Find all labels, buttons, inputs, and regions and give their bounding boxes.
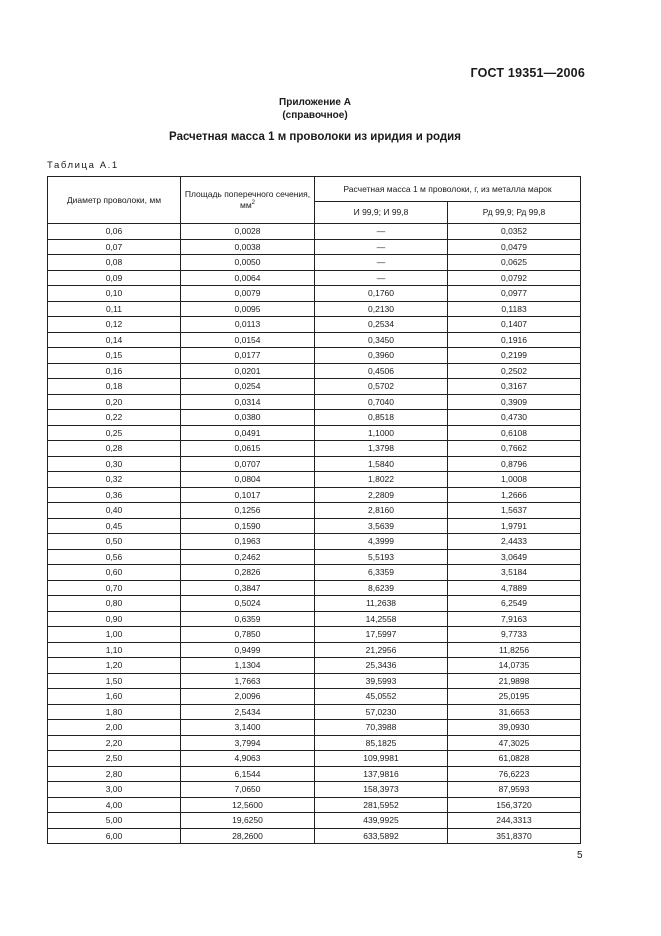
document-code: ГОСТ 19351—2006 [470, 66, 585, 80]
cell-diameter: 5,00 [48, 813, 181, 829]
table-row [48, 286, 581, 302]
table-row [48, 441, 581, 457]
cell-mass-rhodium: 0,3909 [448, 394, 581, 410]
table-row [48, 658, 581, 674]
header-iridium: И 99,9; И 99,8 [315, 202, 448, 224]
cell-mass-rhodium: 0,0792 [448, 270, 581, 286]
cell-area: 1,7663 [181, 673, 315, 689]
cell-diameter: 1,10 [48, 642, 181, 658]
cell-mass-iridium: 1,8022 [315, 472, 448, 488]
cell-area: 0,0154 [181, 332, 315, 348]
cell-area: 0,0804 [181, 472, 315, 488]
table-row [48, 363, 581, 379]
cell-mass-iridium: 85,1825 [315, 735, 448, 751]
table-row [48, 472, 581, 488]
cell-mass-iridium: 3,5639 [315, 518, 448, 534]
table-row [48, 255, 581, 271]
cell-mass-rhodium: 61,0828 [448, 751, 581, 767]
cell-mass-rhodium: 1,2666 [448, 487, 581, 503]
cell-diameter: 0,08 [48, 255, 181, 271]
cell-mass-iridium: 57,0230 [315, 704, 448, 720]
cell-area: 0,0707 [181, 456, 315, 472]
wire-mass-table [47, 176, 581, 844]
cell-diameter: 0,70 [48, 580, 181, 596]
cell-diameter: 0,12 [48, 317, 181, 333]
cell-mass-rhodium: 11,8256 [448, 642, 581, 658]
cell-mass-iridium: — [315, 270, 448, 286]
cell-area: 0,1017 [181, 487, 315, 503]
cell-area: 0,0095 [181, 301, 315, 317]
cell-mass-rhodium: 0,2199 [448, 348, 581, 364]
cell-mass-rhodium: 0,0479 [448, 239, 581, 255]
cell-mass-rhodium: 3,5184 [448, 565, 581, 581]
cell-mass-rhodium: 156,3720 [448, 797, 581, 813]
cell-mass-rhodium: 0,1183 [448, 301, 581, 317]
cell-area: 4,9063 [181, 751, 315, 767]
cell-mass-rhodium: 0,3167 [448, 379, 581, 395]
cell-diameter: 0,50 [48, 534, 181, 550]
table-row [48, 673, 581, 689]
page-number: 5 [577, 850, 583, 861]
cell-mass-iridium: 439,9925 [315, 813, 448, 829]
cell-area: 0,9499 [181, 642, 315, 658]
cell-mass-iridium: — [315, 255, 448, 271]
cell-mass-iridium: 4,3999 [315, 534, 448, 550]
cell-mass-rhodium: 0,6108 [448, 425, 581, 441]
table-row [48, 348, 581, 364]
cell-area: 0,0380 [181, 410, 315, 426]
cell-area: 0,0254 [181, 379, 315, 395]
cell-area: 0,6359 [181, 611, 315, 627]
cell-mass-iridium: 2,2809 [315, 487, 448, 503]
cell-area: 0,0028 [181, 224, 315, 240]
cell-diameter: 0,20 [48, 394, 181, 410]
cell-diameter: 1,00 [48, 627, 181, 643]
table-row [48, 813, 581, 829]
cell-mass-iridium: 21,2956 [315, 642, 448, 658]
cell-mass-iridium: 0,8518 [315, 410, 448, 426]
cell-mass-rhodium: 21,9898 [448, 673, 581, 689]
cell-area: 0,0314 [181, 394, 315, 410]
cell-mass-iridium: 2,8160 [315, 503, 448, 519]
cell-mass-iridium: 25,3436 [315, 658, 448, 674]
cell-diameter: 4,00 [48, 797, 181, 813]
cell-mass-rhodium: 0,0352 [448, 224, 581, 240]
table-row [48, 766, 581, 782]
cell-diameter: 0,30 [48, 456, 181, 472]
cell-area: 0,0050 [181, 255, 315, 271]
appendix-title: Приложение А [279, 97, 351, 108]
cell-diameter: 0,10 [48, 286, 181, 302]
cell-diameter: 2,20 [48, 735, 181, 751]
cell-area: 0,5024 [181, 596, 315, 612]
cell-mass-iridium: 70,3988 [315, 720, 448, 736]
cell-area: 0,3847 [181, 580, 315, 596]
header-mass-group: Расчетная масса 1 м проволоки, г, из металла марок [315, 177, 581, 202]
cell-mass-rhodium: 1,0008 [448, 472, 581, 488]
table-row [48, 410, 581, 426]
cell-mass-iridium: 109,9981 [315, 751, 448, 767]
cell-mass-rhodium: 0,4730 [448, 410, 581, 426]
cell-area: 0,7850 [181, 627, 315, 643]
cell-diameter: 0,28 [48, 441, 181, 457]
cell-diameter: 0,25 [48, 425, 181, 441]
cell-mass-iridium: 0,3960 [315, 348, 448, 364]
cell-mass-rhodium: 0,1407 [448, 317, 581, 333]
table-row [48, 751, 581, 767]
cell-mass-iridium: 8,6239 [315, 580, 448, 596]
cell-mass-iridium: 0,5702 [315, 379, 448, 395]
cell-mass-iridium: 1,5840 [315, 456, 448, 472]
cell-diameter: 1,80 [48, 704, 181, 720]
appendix-subtitle: (справочное) [282, 110, 348, 121]
cell-mass-rhodium: 1,5637 [448, 503, 581, 519]
cell-mass-rhodium: 0,7662 [448, 441, 581, 457]
table-row [48, 735, 581, 751]
header-area-text: Площадь поперечного сечения, мм [184, 189, 311, 210]
cell-mass-iridium: 0,4506 [315, 363, 448, 379]
cell-diameter: 0,32 [48, 472, 181, 488]
cell-area: 12,5600 [181, 797, 315, 813]
cell-mass-rhodium: 6,2549 [448, 596, 581, 612]
cell-diameter: 0,14 [48, 332, 181, 348]
cell-mass-rhodium: 0,0625 [448, 255, 581, 271]
cell-area: 3,7994 [181, 735, 315, 751]
cell-mass-iridium: 45,0552 [315, 689, 448, 705]
cell-area: 0,1590 [181, 518, 315, 534]
cell-diameter: 0,40 [48, 503, 181, 519]
table-row [48, 239, 581, 255]
cell-mass-rhodium: 87,9593 [448, 782, 581, 798]
appendix-heading [0, 96, 630, 122]
cell-diameter: 0,15 [48, 348, 181, 364]
cell-mass-iridium: 0,3450 [315, 332, 448, 348]
cell-mass-iridium: — [315, 239, 448, 255]
cell-diameter: 0,56 [48, 549, 181, 565]
cell-mass-rhodium: 1,9791 [448, 518, 581, 534]
table-row [48, 317, 581, 333]
cell-diameter: 0,07 [48, 239, 181, 255]
cell-mass-iridium: 11,2638 [315, 596, 448, 612]
cell-diameter: 0,18 [48, 379, 181, 395]
table-row [48, 797, 581, 813]
cell-diameter: 0,90 [48, 611, 181, 627]
cell-mass-iridium: 0,1760 [315, 286, 448, 302]
table-row [48, 487, 581, 503]
cell-area: 2,0096 [181, 689, 315, 705]
cell-area: 6,1544 [181, 766, 315, 782]
table-row [48, 456, 581, 472]
cell-mass-iridium: 5,5193 [315, 549, 448, 565]
cell-area: 0,1963 [181, 534, 315, 550]
cell-mass-iridium: 1,1000 [315, 425, 448, 441]
cell-diameter: 1,60 [48, 689, 181, 705]
cell-mass-iridium: 633,5892 [315, 828, 448, 844]
cell-mass-rhodium: 39,0930 [448, 720, 581, 736]
cell-mass-rhodium: 9,7733 [448, 627, 581, 643]
table-row [48, 301, 581, 317]
cell-diameter: 0,45 [48, 518, 181, 534]
table-label: Таблица А.1 [47, 160, 119, 171]
cell-diameter: 0,11 [48, 301, 181, 317]
cell-area: 2,5434 [181, 704, 315, 720]
table-row [48, 549, 581, 565]
cell-mass-rhodium: 351,8370 [448, 828, 581, 844]
cell-area: 19,6250 [181, 813, 315, 829]
table-row [48, 611, 581, 627]
cell-diameter: 0,36 [48, 487, 181, 503]
cell-mass-iridium: 137,9816 [315, 766, 448, 782]
cell-diameter: 1,50 [48, 673, 181, 689]
cell-area: 0,0177 [181, 348, 315, 364]
cell-diameter: 2,80 [48, 766, 181, 782]
cell-area: 0,2462 [181, 549, 315, 565]
table-row [48, 627, 581, 643]
cell-mass-rhodium: 2,4433 [448, 534, 581, 550]
cell-mass-iridium: 158,3973 [315, 782, 448, 798]
header-rhodium: Рд 99,9; Рд 99,8 [448, 202, 581, 224]
cell-diameter: 0,80 [48, 596, 181, 612]
table-row [48, 580, 581, 596]
cell-area: 7,0650 [181, 782, 315, 798]
table-row [48, 782, 581, 798]
cell-area: 0,0615 [181, 441, 315, 457]
table-row [48, 596, 581, 612]
cell-diameter: 1,20 [48, 658, 181, 674]
table-body [48, 224, 581, 844]
table-row [48, 379, 581, 395]
cell-area: 0,1256 [181, 503, 315, 519]
cell-area: 1,1304 [181, 658, 315, 674]
cell-diameter: 0,06 [48, 224, 181, 240]
cell-mass-rhodium: 244,3313 [448, 813, 581, 829]
table-row [48, 270, 581, 286]
cell-mass-rhodium: 0,0977 [448, 286, 581, 302]
cell-diameter: 0,60 [48, 565, 181, 581]
cell-mass-rhodium: 3,0649 [448, 549, 581, 565]
cell-mass-iridium: 6,3359 [315, 565, 448, 581]
cell-diameter: 2,00 [48, 720, 181, 736]
cell-diameter: 6,00 [48, 828, 181, 844]
cell-mass-rhodium: 0,1916 [448, 332, 581, 348]
page-title: Расчетная масса 1 м проволоки из иридия и родия [169, 131, 461, 143]
table-row [48, 689, 581, 705]
table-row [48, 704, 581, 720]
cell-mass-iridium: 17,5997 [315, 627, 448, 643]
cell-area: 0,0113 [181, 317, 315, 333]
cell-mass-rhodium: 25,0195 [448, 689, 581, 705]
cell-diameter: 0,22 [48, 410, 181, 426]
cell-area: 0,0064 [181, 270, 315, 286]
header-diameter: Диаметр проволоки, мм [48, 177, 181, 224]
cell-mass-iridium: 0,2130 [315, 301, 448, 317]
cell-diameter: 0,09 [48, 270, 181, 286]
cell-area: 0,0079 [181, 286, 315, 302]
table-row [48, 565, 581, 581]
cell-mass-rhodium: 76,6223 [448, 766, 581, 782]
cell-area: 28,2600 [181, 828, 315, 844]
cell-diameter: 0,16 [48, 363, 181, 379]
cell-area: 0,2826 [181, 565, 315, 581]
header-area-superscript: 2 [251, 200, 256, 207]
cell-diameter: 2,50 [48, 751, 181, 767]
cell-mass-rhodium: 0,2502 [448, 363, 581, 379]
table-row [48, 394, 581, 410]
cell-mass-iridium: 0,7040 [315, 394, 448, 410]
table-row [48, 518, 581, 534]
cell-mass-rhodium: 14,0735 [448, 658, 581, 674]
table-row [48, 534, 581, 550]
table-row [48, 503, 581, 519]
table-row [48, 642, 581, 658]
cell-mass-iridium: — [315, 224, 448, 240]
cell-mass-iridium: 0,2534 [315, 317, 448, 333]
cell-mass-iridium: 1,3798 [315, 441, 448, 457]
table-row [48, 425, 581, 441]
cell-mass-rhodium: 7,9163 [448, 611, 581, 627]
cell-mass-rhodium: 0,8796 [448, 456, 581, 472]
cell-area: 0,0038 [181, 239, 315, 255]
cell-mass-iridium: 14,2558 [315, 611, 448, 627]
table-row [48, 224, 581, 240]
cell-mass-rhodium: 47,3025 [448, 735, 581, 751]
cell-mass-rhodium: 31,6653 [448, 704, 581, 720]
header-area [181, 177, 315, 224]
cell-area: 3,1400 [181, 720, 315, 736]
table-row [48, 332, 581, 348]
cell-diameter: 3,00 [48, 782, 181, 798]
cell-mass-rhodium: 4,7889 [448, 580, 581, 596]
cell-area: 0,0201 [181, 363, 315, 379]
cell-mass-iridium: 39,5993 [315, 673, 448, 689]
cell-mass-iridium: 281,5952 [315, 797, 448, 813]
table-row [48, 720, 581, 736]
cell-area: 0,0491 [181, 425, 315, 441]
table-row [48, 828, 581, 844]
